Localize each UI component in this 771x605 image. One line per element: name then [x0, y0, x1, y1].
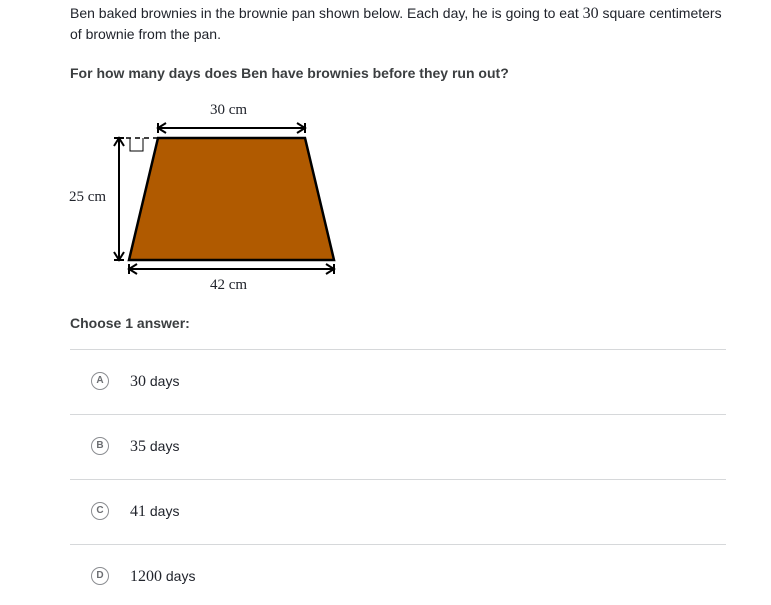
choose-answer-label: Choose 1 answer:	[70, 315, 190, 331]
choice-text	[130, 502, 179, 521]
choice-unit: days	[146, 503, 180, 519]
right-angle-marker	[130, 138, 143, 151]
choice-letter-badge: A	[91, 372, 109, 390]
bottom-dimension-line	[129, 264, 334, 274]
choice-letter-badge: C	[91, 502, 109, 520]
choice-unit: days	[146, 373, 180, 389]
choice-unit: days	[162, 568, 196, 584]
choice-text	[130, 372, 179, 391]
trapezoid-figure	[60, 95, 360, 305]
problem-statement	[70, 3, 730, 44]
choice-letter-badge: B	[91, 437, 109, 455]
choice-letter-badge: D	[91, 567, 109, 585]
choice-number: 41	[130, 503, 146, 520]
answer-choices	[70, 349, 726, 605]
height-label: 25 cm	[69, 189, 107, 205]
problem-area-value: 30	[582, 5, 599, 22]
top-length-label: 30 cm	[210, 102, 248, 118]
choice-number: 1200	[130, 568, 162, 585]
top-dimension-line	[158, 123, 305, 133]
answer-choice-d[interactable]	[70, 544, 726, 605]
choice-unit: days	[146, 438, 180, 454]
problem-text-part: Ben baked brownies in the brownie pan shown below. Each day, he is going to eat	[70, 5, 583, 21]
choice-number: 35	[130, 438, 146, 455]
answer-choice-c[interactable]	[70, 479, 726, 544]
choice-number: 30	[130, 373, 146, 390]
height-dimension-line	[114, 138, 124, 260]
choice-text	[130, 437, 179, 456]
choice-text	[130, 567, 195, 586]
trapezoid-shape	[129, 138, 334, 260]
bottom-length-label: 42 cm	[210, 277, 248, 293]
answer-choice-a[interactable]	[70, 349, 726, 414]
problem-text-part: of brownie from the pan.	[70, 26, 221, 42]
question-text: For how many days does Ben have brownies before they run out?	[70, 65, 509, 81]
answer-choice-b[interactable]	[70, 414, 726, 479]
problem-text-part: square centimeters	[598, 5, 722, 21]
